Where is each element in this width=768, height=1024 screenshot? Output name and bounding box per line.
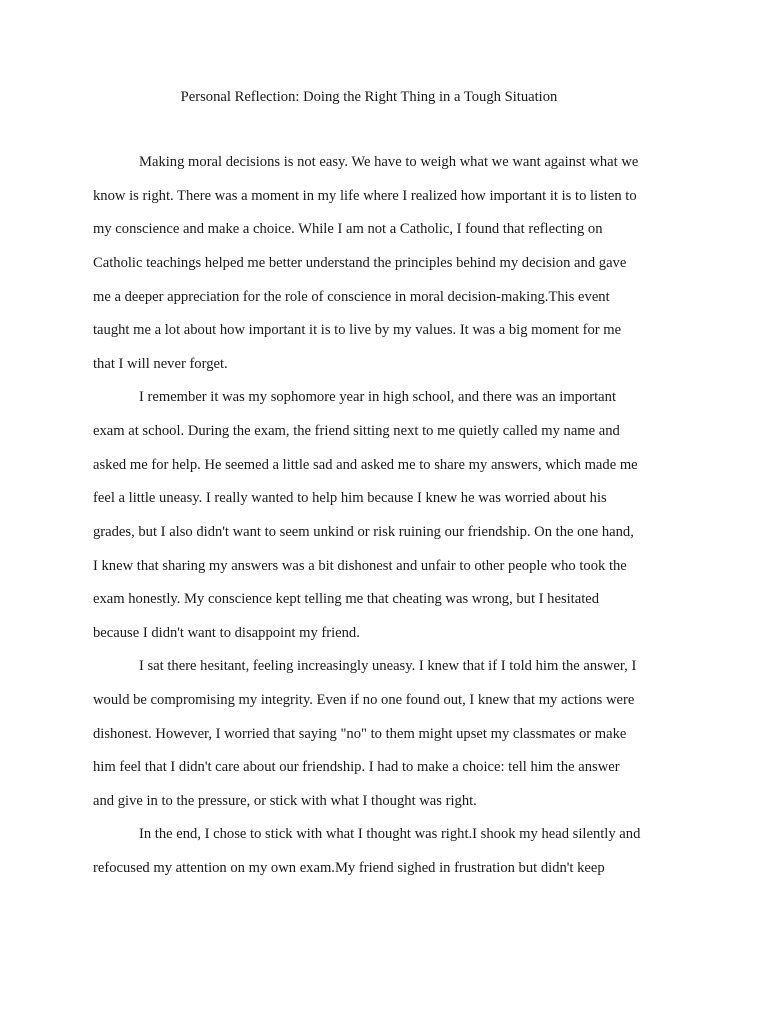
paragraph-2-line-7: exam honestly. My conscience kept telling me that cheating was wrong, but I hesitated [93,591,600,607]
paragraph-2-line-8: because I didn't want to disappoint my friend. [93,625,360,641]
paragraph-2-line-5: grades, but I also didn't want to seem unkind or risk ruining our friendship. On the one hand, [93,524,634,540]
paragraph-3-line-2: would be compromising my integrity. Even if no one found out, I knew that my actions were [93,692,635,708]
paragraph-4-line-1: In the end, I chose to stick with what I thought was right.I shook my head silently and [139,826,641,842]
paragraph-2-line-3: asked me for help. He seemed a little sad and asked me to share my answers, which made me [93,457,638,473]
paragraph-2-line-6: I knew that sharing my answers was a bit dishonest and unfair to other people who took the [93,558,627,574]
paragraph-3-line-4: him feel that I didn't care about our friendship. I had to make a choice: tell him the answer [93,759,620,775]
paragraph-2-line-1: I remember it was my sophomore year in high school, and there was an important [139,389,617,405]
paragraph-1-line-4: Catholic teachings helped me better understand the principles behind my decision and gave [93,255,627,271]
paragraph-2-line-4: feel a little uneasy. I really wanted to help him because I knew he was worried about his [93,490,607,506]
paragraph-1-line-3: my conscience and make a choice. While I am not a Catholic, I found that reflecting on [93,221,603,237]
paragraph-1-line-2: know is right. There was a moment in my life where I realized how important it is to listen to [93,188,637,204]
paragraph-1-line-5: me a deeper appreciation for the role of conscience in moral decision-making.This event [93,289,610,305]
paragraph-1-line-7: that I will never forget. [93,356,228,372]
paragraph-1-line-6: taught me a lot about how important it is to live by my values. It was a big moment for me [93,322,622,338]
paragraph-3-line-5: and give in to the pressure, or stick with what I thought was right. [93,793,477,809]
paragraph-3-line-3: dishonest. However, I worried that saying "no" to them might upset my classmates or make [93,726,627,742]
paragraph-2-line-2: exam at school. During the exam, the friend sitting next to me quietly called my name and [93,423,620,439]
document-title: Personal Reflection: Doing the Right Thing in a Tough Situation [180,89,558,105]
paragraph-3-line-1: I sat there hesitant, feeling increasingly uneasy. I knew that if I told him the answer, I [139,658,637,674]
paragraph-4-line-2: refocused my attention on my own exam.My friend sighed in frustration but didn't keep [93,860,605,876]
paragraph-1-line-1: Making moral decisions is not easy. We have to weigh what we want against what we [139,154,639,170]
